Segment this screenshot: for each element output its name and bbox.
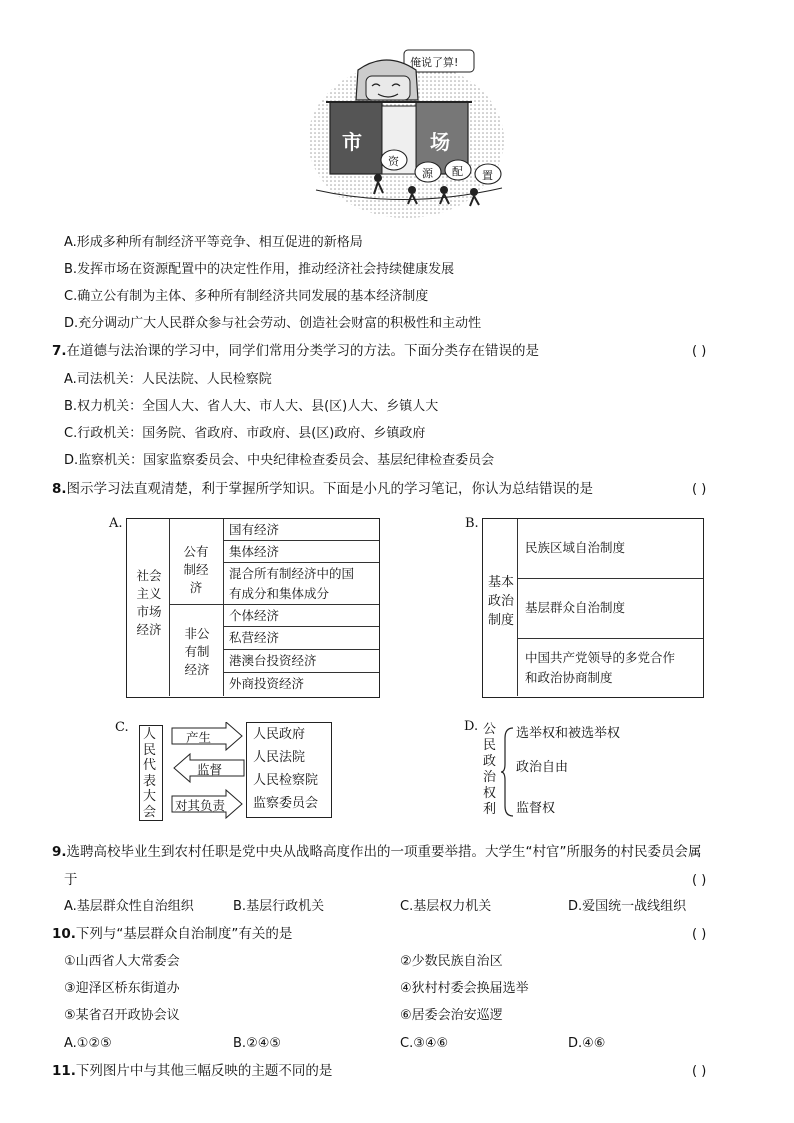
q9-stem [52, 844, 702, 861]
diagram-b-item: 民族区域自治制度 [525, 540, 626, 555]
answer-paren: ( ) [692, 873, 707, 888]
diagram-a-item: 有成分和集体成分 [229, 586, 330, 601]
option-label: D. [568, 1036, 583, 1051]
option-text: 行政机关：国务院、省政府、市政府、县(区)政府、乡镇政府 [77, 426, 426, 441]
option-text: 司法机关：人民法院、人民检察院 [76, 372, 272, 387]
diagram-b-item: 基层群众自治制度 [525, 600, 626, 615]
option-text: 充分调动广大人民群众参与社会劳动、创造社会财富的积极性和主动性 [78, 316, 482, 331]
diagram-a-item: 国有经济 [229, 522, 280, 537]
option-label: B. [233, 899, 247, 914]
q9-option-d [568, 899, 686, 915]
option-text: 监察机关：国家监察委员会、中央纪律检查委员会、基层纪律检查委员会 [78, 453, 495, 468]
diagram-b-label: B. [465, 516, 479, 531]
q11-stem [52, 1063, 332, 1080]
answer-paren: ( ) [692, 1064, 707, 1079]
diagram-d-item: 政治自由 [516, 760, 569, 775]
q10-option-c [400, 1036, 448, 1052]
option-label: A. [64, 1036, 77, 1051]
q7-option-c [64, 426, 425, 442]
option-text: 权力机关：全国人大、省人大、市人大、县(区)人大、乡镇人大 [77, 399, 439, 414]
diagram-a-root: 社会主义市场经济 [136, 568, 162, 637]
q10-item: ①山西省人大常委会 [64, 954, 180, 969]
q10-option-b [233, 1036, 281, 1052]
q10-stem [52, 926, 292, 943]
question-number: 7. [52, 343, 67, 359]
option-text: ①②⑤ [76, 1036, 112, 1051]
q10-item: ⑤某省召开政协会议 [64, 1008, 180, 1023]
q6-option-d [64, 316, 481, 332]
bag-label: 源 [422, 167, 433, 180]
question-text: 在道德与法治课的学习中，同学们常用分类学习的方法。下面分类存在错误的是 [66, 343, 540, 359]
diagram-a-item: 混合所有制经济中的国 [229, 566, 355, 581]
bag-label: 置 [482, 169, 493, 182]
diagram-d-brace [501, 726, 515, 818]
option-label: B. [233, 1036, 247, 1051]
diagram-c-item: 监察委员会 [253, 796, 319, 811]
diagram-a-item: 私营经济 [229, 630, 280, 645]
answer-paren: ( ) [692, 927, 707, 942]
diagram-c-root: 人民代表大会 [143, 727, 157, 820]
option-text: 基层群众性自治组织 [76, 899, 194, 914]
option-text: 发挥市场在资源配置中的决定性作用，推动经济社会持续健康发展 [77, 262, 455, 277]
question-text-cont: 于 [64, 872, 78, 888]
diagram-b-table [482, 518, 704, 698]
q9-option-a [64, 899, 194, 915]
option-text: ②④⑤ [246, 1036, 282, 1051]
bag-label: 资 [388, 155, 399, 168]
diagram-d-item: 选举权和被选举权 [516, 726, 621, 741]
arrow-label: 产生 [186, 730, 212, 745]
option-text: 形成多种所有制经济平等竞争、相互促进的新格局 [76, 235, 363, 250]
q10-item: ⑥居委会治安巡逻 [400, 1008, 503, 1023]
q7-option-d [64, 453, 494, 469]
q8-stem [52, 481, 593, 498]
diagram-a-item: 外商投资经济 [229, 676, 305, 691]
question-number: 9. [52, 844, 67, 860]
arrow-label: 监督 [197, 762, 223, 777]
diagram-b-root: 基本政治制度 [487, 575, 514, 628]
question-text: 下列与“基层群众自治制度”有关的是 [75, 926, 293, 942]
diagram-a-label: A. [109, 516, 123, 531]
speech-bubble-text: 俺说了算! [410, 56, 459, 69]
diagram-d-root: 公民政治权利 [483, 722, 497, 817]
question-number: 11. [52, 1063, 76, 1079]
question-number: 8. [52, 481, 67, 497]
answer-paren: ( ) [692, 344, 707, 359]
diagram-c-item: 人民政府 [253, 727, 306, 742]
option-label: A. [64, 899, 77, 914]
question-text: 图示学习法直观清楚，利于掌握所学知识。下面是小凡的学习笔记，你认为总结错误的是 [66, 481, 594, 497]
diagram-a-group2: 非公有制经济 [184, 626, 210, 677]
cartoon-illustration [306, 40, 506, 218]
option-label: D. [64, 453, 79, 468]
diagram-d-item: 监督权 [516, 801, 556, 816]
option-label: C. [64, 289, 78, 304]
option-label: A. [64, 372, 77, 387]
q9-option-b [233, 899, 324, 915]
gate-right-text: 场 [430, 130, 450, 154]
q6-option-a [64, 235, 363, 251]
diagram-a-item: 集体经济 [229, 544, 280, 559]
question-number: 10. [52, 926, 76, 942]
option-label: A. [64, 235, 77, 250]
option-label: C. [400, 899, 414, 914]
q10-item: ③迎泽区桥东街道办 [64, 981, 180, 996]
option-text: ③④⑥ [413, 1036, 449, 1051]
diagram-a-item: 个体经济 [229, 608, 280, 623]
option-text: 基层权力机关 [413, 899, 492, 914]
option-label: D. [64, 316, 79, 331]
gate-left-text: 市 [342, 130, 362, 154]
diagram-a-group1: 公有制经济 [183, 544, 209, 595]
q7-stem [52, 343, 539, 360]
option-text: 确立公有制为主体、多种所有制经济共同发展的基本经济制度 [77, 289, 429, 304]
cartoon-drawing [306, 40, 506, 218]
diagram-d-label: D. [464, 719, 479, 734]
answer-paren: ( ) [692, 482, 707, 497]
q10-option-a [64, 1036, 112, 1052]
option-label: B. [64, 262, 78, 277]
q10-item: ④狄村村委会换届选举 [400, 981, 529, 996]
question-text: 选聘高校毕业生到农村任职是党中央从战略高度作出的一项重要举措。大学生“村官”所服务的村民委员会属 [66, 844, 702, 860]
option-label: C. [400, 1036, 414, 1051]
q6-option-b [64, 262, 454, 278]
option-label: C. [64, 426, 78, 441]
diagram-b-item: 中国共产党领导的多党合作 [525, 650, 676, 665]
diagram-c-item: 人民法院 [253, 750, 306, 765]
q9-option-c [400, 899, 491, 915]
option-label: D. [568, 899, 583, 914]
diagram-c-item: 人民检察院 [253, 773, 319, 788]
diagram-a-table [126, 518, 380, 698]
bag-label: 配 [452, 165, 463, 178]
option-text: ④⑥ [582, 1036, 606, 1051]
diagram-a-item: 港澳台投资经济 [229, 653, 317, 668]
q6-option-c [64, 289, 428, 305]
q10-option-d [568, 1036, 605, 1052]
option-text: 基层行政机关 [246, 899, 325, 914]
q7-option-b [64, 399, 438, 415]
diagram-c-label: C. [115, 720, 129, 735]
q10-item: ②少数民族自治区 [400, 954, 503, 969]
diagram-c-items-box [246, 722, 332, 818]
option-text: 爱国统一战线组织 [582, 899, 687, 914]
question-text: 下列图片中与其他三幅反映的主题不同的是 [75, 1063, 333, 1079]
diagram-c-root-box [139, 725, 163, 821]
arrow-label: 对其负责 [175, 798, 226, 813]
option-label: B. [64, 399, 78, 414]
q7-option-a [64, 372, 272, 388]
diagram-b-item: 和政治协商制度 [525, 670, 613, 685]
